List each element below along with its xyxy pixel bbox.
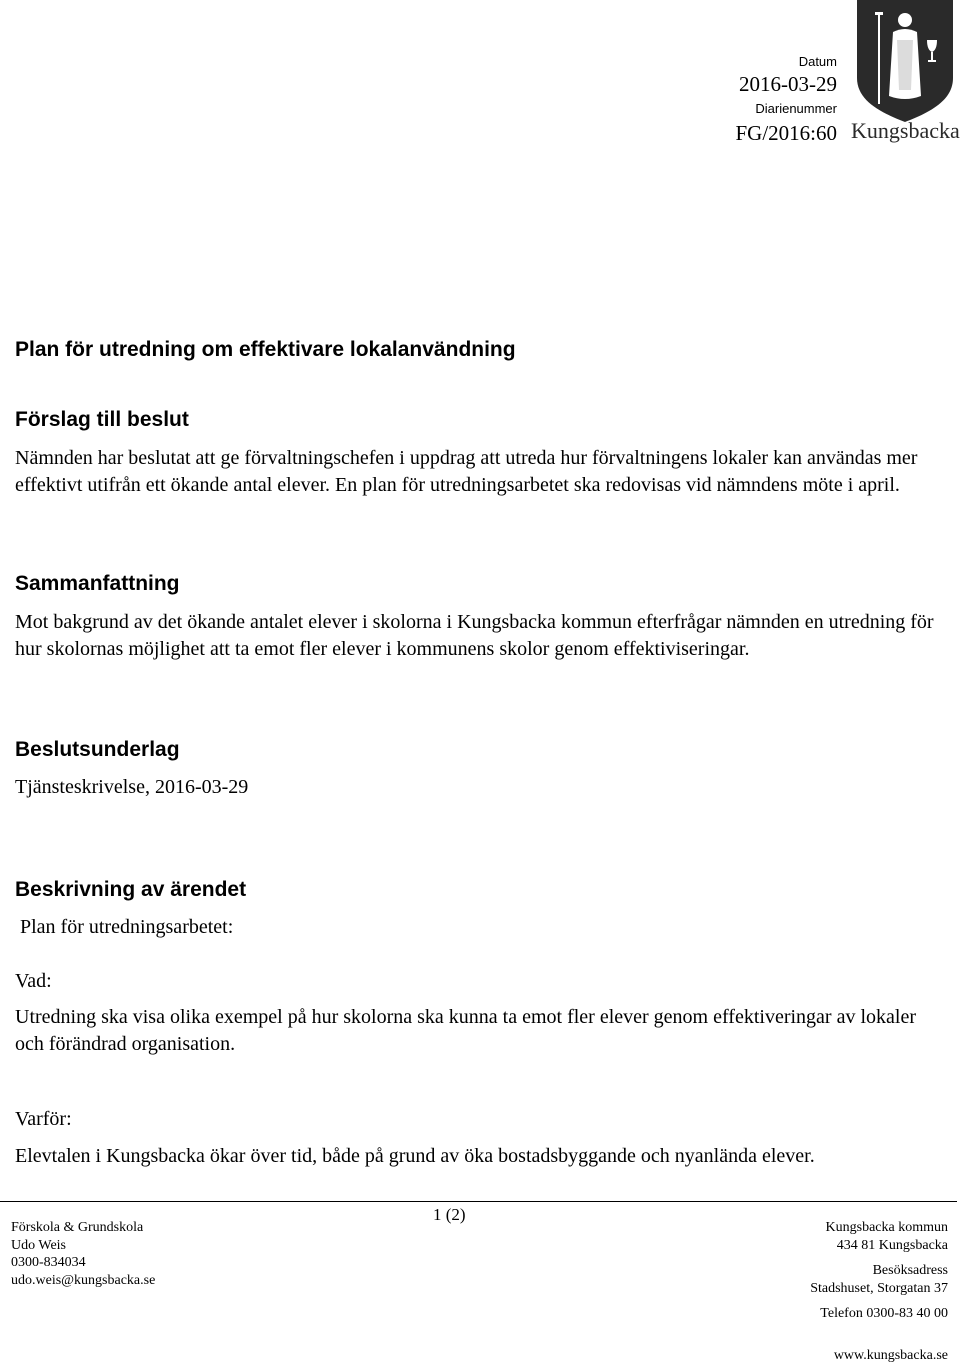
diary-value: FG/2016:60 bbox=[735, 121, 837, 145]
page-number: 1 (2) bbox=[433, 1205, 466, 1224]
sammanfattning-text: Mot bakgrund av det ökande antalet elever i skolorna i Kungsbacka kommun efterfrågar nämnden en utredning för hur skolornas möjlighet att ta emot fler elever i kommunens skolor genom effektiviseringar. bbox=[15, 611, 934, 660]
footer-visit-address: Stadshuset, Storgatan 37 bbox=[810, 1281, 948, 1296]
footer-unit: Förskola & Grundskola bbox=[11, 1220, 144, 1235]
beslutsunderlag-heading: Beslutsunderlag bbox=[15, 738, 180, 761]
beslutsunderlag-text: Tjänsteskrivelse, 2016-03-29 bbox=[15, 776, 249, 798]
kungsbacka-logo bbox=[851, 0, 959, 145]
document-title: Plan för utredning om effektivare lokalanvändning bbox=[15, 338, 516, 361]
footer-divider bbox=[0, 1201, 957, 1202]
vad-label: Vad: bbox=[15, 970, 52, 992]
date-value: 2016-03-29 bbox=[739, 72, 837, 96]
beskrivning-intro: Plan för utredningsarbetet: bbox=[20, 916, 234, 938]
beskrivning-heading: Beskrivning av ärendet bbox=[15, 878, 247, 901]
sammanfattning-heading: Sammanfattning bbox=[15, 572, 180, 595]
forslag-text: Nämnden har beslutat att ge förvaltningschefen i uppdrag att utreda hur förvaltningens lokaler kan användas mer effektivt utifrån ett ökande antal elever. En plan för utredningsarbetet ska redovisas vid nämndens möte i april. bbox=[15, 447, 918, 496]
footer-telephone: Telefon 0300-83 40 00 bbox=[820, 1306, 948, 1321]
footer-website[interactable]: www.kungsbacka.se bbox=[833, 1348, 948, 1363]
footer-left bbox=[11, 1219, 155, 1289]
vad-text: Utredning ska visa olika exempel på hur skolorna ska kunna ta emot fler elever genom effektiveringar av lokaler och förändrad organisation. bbox=[15, 1006, 916, 1055]
footer-postal: 434 81 Kungsbacka bbox=[836, 1238, 948, 1253]
logo-wordmark: Kungsbacka bbox=[851, 118, 960, 143]
footer-contact-phone: 0300-834034 bbox=[11, 1255, 86, 1270]
forslag-heading: Förslag till beslut bbox=[15, 408, 189, 431]
footer-org: Kungsbacka kommun bbox=[825, 1220, 948, 1235]
date-label: Datum bbox=[798, 54, 837, 69]
footer-contact-name: Udo Weis bbox=[11, 1237, 67, 1253]
varfor-label: Varför: bbox=[15, 1108, 72, 1130]
varfor-text: Elevtalen i Kungsbacka ökar över tid, både på grund av öka bostadsbyggande och nyanlända elever. bbox=[15, 1145, 815, 1167]
footer-visit-label: Besöksadress bbox=[872, 1263, 948, 1278]
footer-contact-email[interactable]: udo.weis@kungsbacka.se bbox=[11, 1272, 156, 1288]
diary-label: Diarienummer bbox=[755, 101, 837, 116]
